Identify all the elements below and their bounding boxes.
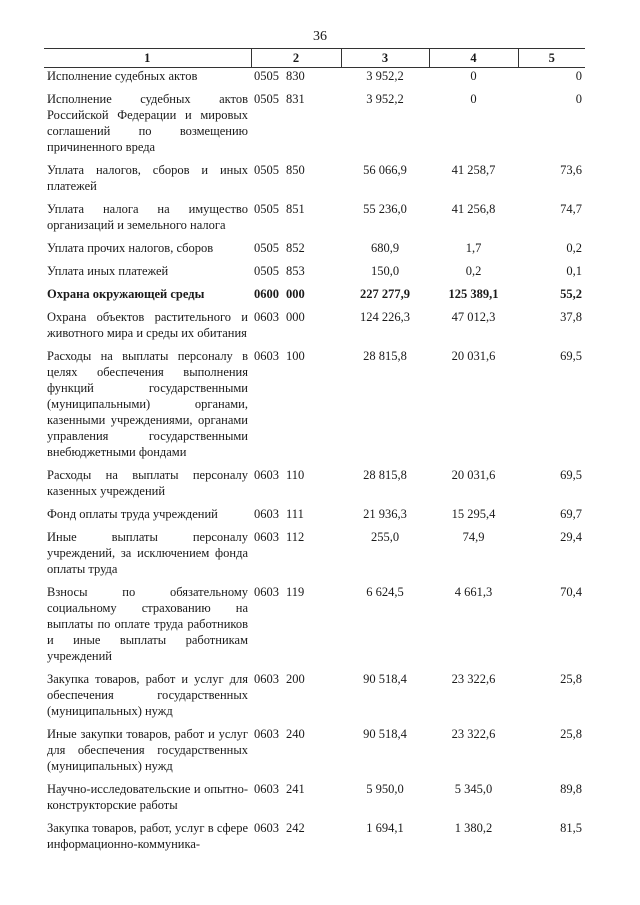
row-value-col4: 74,9 [462,530,485,544]
table-body [44,68,585,860]
row-value-col4: 23 322,6 [451,727,496,741]
expense-code: 112 [286,530,305,544]
expense-code: 119 [286,585,305,599]
row-value-col3: 227 277,9 [360,287,410,301]
row-code [251,309,341,348]
row-value-col5: 0 [575,69,582,83]
expense-code: 110 [286,468,305,482]
row-value-col5: 55,2 [560,287,582,301]
table-row [44,506,585,529]
section-code: 0505 [254,202,279,216]
row-value-col4: 20 031,6 [451,468,496,482]
row-value-col5: 73,6 [560,163,582,177]
row-value-col3: 3 952,2 [366,69,404,83]
row-value-col5: 74,7 [560,202,582,216]
page-number: 36 [313,29,327,44]
row-value-col4: 5 345,0 [454,782,493,796]
row-code [251,68,341,92]
row-value-col4: 15 295,4 [451,507,496,521]
column-header-4: 4 [429,49,518,68]
row-value-col4: 0,2 [465,264,482,278]
row-name: Уплата налога на имущество организаций и земельного налога [47,202,248,232]
table-row [44,162,585,201]
table-row [44,348,585,467]
section-code: 0505 [254,92,279,106]
row-code [251,348,341,467]
row-value-col5: 37,8 [560,310,582,324]
row-code [251,506,341,529]
row-value-col4: 41 256,8 [451,202,496,216]
section-code: 0603 [254,507,279,521]
row-value-col5: 0,2 [566,241,582,255]
section-code: 0505 [254,69,279,83]
table-header [44,49,585,68]
row-code [251,726,341,781]
table-row [44,467,585,506]
section-code: 0505 [254,163,279,177]
row-code [251,529,341,584]
section-code: 0505 [254,264,279,278]
budget-table [44,48,585,859]
column-header-3: 3 [341,49,429,68]
expense-code: 000 [286,310,305,324]
expense-code: 830 [286,69,305,83]
row-value-col3: 3 952,2 [366,92,404,106]
section-code: 0603 [254,349,279,363]
row-value-col4: 23 322,6 [451,672,496,686]
expense-code: 831 [286,92,305,106]
row-value-col5: 0 [575,92,582,106]
table-row [44,584,585,671]
table-row [44,529,585,584]
row-name: Иные выплаты персоналу учреждений, за исключением фонда оплаты труда [47,530,248,576]
row-name: Научно-исследовательские и опытно-конструкторские работы [47,782,248,812]
row-name: Иные закупки товаров, работ и услуг для обеспечения государственных (муниципальных) нужд [47,727,248,773]
row-value-col5: 69,5 [560,349,582,363]
table-row [44,286,585,309]
expense-code: 000 [286,287,305,301]
expense-code: 851 [286,202,305,216]
row-name: Закупка товаров, работ и услуг для обеспечения государственных (муниципальных) нужд [47,672,248,718]
section-code: 0603 [254,727,279,741]
row-name: Закупка товаров, работ, услуг в сфере информационно-коммуника- [47,821,248,851]
table-row [44,91,585,162]
table-row [44,201,585,240]
row-value-col5: 0,1 [566,264,582,278]
row-value-col4: 47 012,3 [451,310,496,324]
row-value-col4: 0 [470,92,477,106]
row-name: Уплата налогов, сборов и иных платежей [47,163,248,193]
expense-code: 111 [286,507,304,521]
row-value-col5: 81,5 [560,821,582,835]
column-header-5: 5 [518,49,585,68]
row-value-col3: 6 624,5 [366,585,404,599]
row-value-col3: 28 815,8 [363,468,407,482]
table-row [44,240,585,263]
table-row [44,781,585,820]
row-code [251,263,341,286]
row-code [251,286,341,309]
table-row [44,671,585,726]
row-name: Фонд оплаты труда учреждений [47,507,218,521]
row-name: Исполнение судебных актов [47,69,198,83]
table-row [44,820,585,859]
row-code [251,240,341,263]
row-value-col3: 5 950,0 [366,782,404,796]
section-code: 0603 [254,585,279,599]
row-value-col5: 25,8 [560,672,582,686]
row-value-col5: 29,4 [560,530,582,544]
row-value-col4: 0 [470,69,477,83]
row-code [251,91,341,162]
row-value-col3: 90 518,4 [363,727,407,741]
row-code [251,584,341,671]
section-code: 0603 [254,672,279,686]
row-value-col5: 69,7 [560,507,582,521]
row-name: Охрана окружающей среды [47,287,205,301]
row-value-col3: 56 066,9 [363,163,407,177]
table-row [44,68,585,92]
row-value-col4: 20 031,6 [451,349,496,363]
expense-code: 242 [286,821,305,835]
column-header-2: 2 [251,49,341,68]
row-value-col5: 69,5 [560,468,582,482]
table-row [44,726,585,781]
row-value-col3: 255,0 [370,530,400,544]
row-code [251,820,341,859]
row-name: Уплата иных платежей [47,264,169,278]
row-name: Исполнение судебных актов Российской Федерации и мировых соглашений по возмещению причиненного вреда [47,92,248,154]
table-row [44,263,585,286]
row-value-col5: 25,8 [560,727,582,741]
row-name: Уплата прочих налогов, сборов [47,241,214,255]
row-code [251,781,341,820]
row-value-col5: 70,4 [560,585,582,599]
table-row [44,309,585,348]
expense-code: 853 [286,264,305,278]
section-code: 0603 [254,310,279,324]
row-value-col3: 21 936,3 [363,507,407,521]
row-value-col3: 124 226,3 [360,310,410,324]
row-value-col3: 150,0 [370,264,400,278]
row-value-col5: 89,8 [560,782,582,796]
row-value-col3: 680,9 [370,241,400,255]
row-value-col4: 41 258,7 [451,163,496,177]
row-value-col3: 90 518,4 [363,672,407,686]
row-code [251,201,341,240]
row-code [251,467,341,506]
row-name: Охрана объектов растительного и животного мира и среды их обитания [47,310,248,340]
header-row [44,49,585,68]
expense-code: 100 [286,349,305,363]
row-value-col4: 1,7 [465,241,482,255]
row-name: Расходы на выплаты персоналу казенных учреждений [47,468,248,498]
row-code [251,162,341,201]
row-value-col4: 4 661,3 [454,585,493,599]
section-code: 0603 [254,530,279,544]
section-code: 0603 [254,782,279,796]
row-value-col3: 28 815,8 [363,349,407,363]
row-value-col4: 125 389,1 [448,287,499,301]
section-code: 0603 [254,468,279,482]
row-name: Взносы по обязательному социальному страхованию на выплаты по оплате труда работников и иные выплаты работникам учреждений [47,585,248,663]
expense-code: 240 [286,727,305,741]
expense-code: 200 [286,672,305,686]
section-code: 0505 [254,241,279,255]
expense-code: 241 [286,782,305,796]
expense-code: 850 [286,163,305,177]
row-name: Расходы на выплаты персоналу в целях обеспечения выполнения функций государственными (муниципальными) органами, казенными учреждениями, органами управления государственными внебюджетными фондами [47,349,248,459]
row-value-col3: 55 236,0 [363,202,407,216]
section-code: 0603 [254,821,279,835]
expense-code: 852 [286,241,305,255]
row-code [251,671,341,726]
column-header-1: 1 [44,49,251,68]
row-value-col4: 1 380,2 [454,821,493,835]
section-code: 0600 [254,287,279,301]
row-value-col3: 1 694,1 [366,821,404,835]
